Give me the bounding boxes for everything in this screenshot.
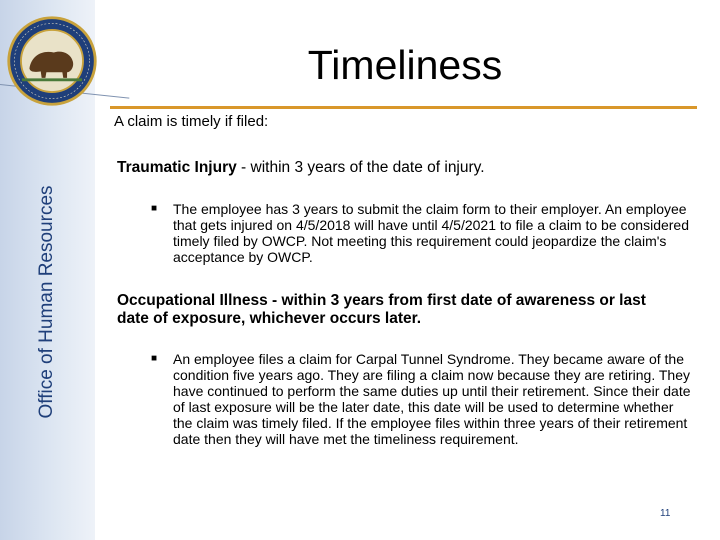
occupational-illness-bullet-text: An employee files a claim for Carpal Tunnel Syndrome. They became aware of the condition five years ago. They are filing a claim now because they are retiring. They have continued to perform the same duties up until their retirement. Since their date of last exposure will be the later date, this date will be used to determine whether the claim was timely filed. If the employee files within three years of their retirement date then they will have met the timeliness requirement. [173,351,691,447]
department-seal-icon [5,14,99,108]
traumatic-injury-bullet [151,201,698,265]
traumatic-injury-term: Traumatic Injury [117,159,237,176]
title-underline [110,106,697,109]
occupational-illness-definition: - within 3 years from first date of awareness or last date of exposure, whichever occurs later. [117,292,646,327]
traumatic-injury-heading [117,159,485,177]
occupational-illness-term: Occupational Illness [117,292,268,309]
department-name: Office of Human Resources [36,185,57,419]
bullet-square-icon: ■ [151,353,158,364]
intro-text: A claim is timely if filed: [114,113,269,130]
slide-title: Timeliness [307,42,503,88]
occupational-illness-bullet [151,351,693,447]
bullet-square-icon: ■ [151,203,158,214]
occupational-illness-heading [117,292,677,328]
traumatic-injury-bullet-text: The employee has 3 years to submit the claim form to their employer. An employee that gets injured on 4/5/2018 will have until 4/5/2021 to file a claim to be considered timely filed by OWCP. Not meeting this requirement could jeopardize the claim's acceptance by OWCP. [173,201,689,265]
traumatic-injury-definition: - within 3 years of the date of injury. [236,159,485,176]
page-number: 11 [660,508,671,519]
